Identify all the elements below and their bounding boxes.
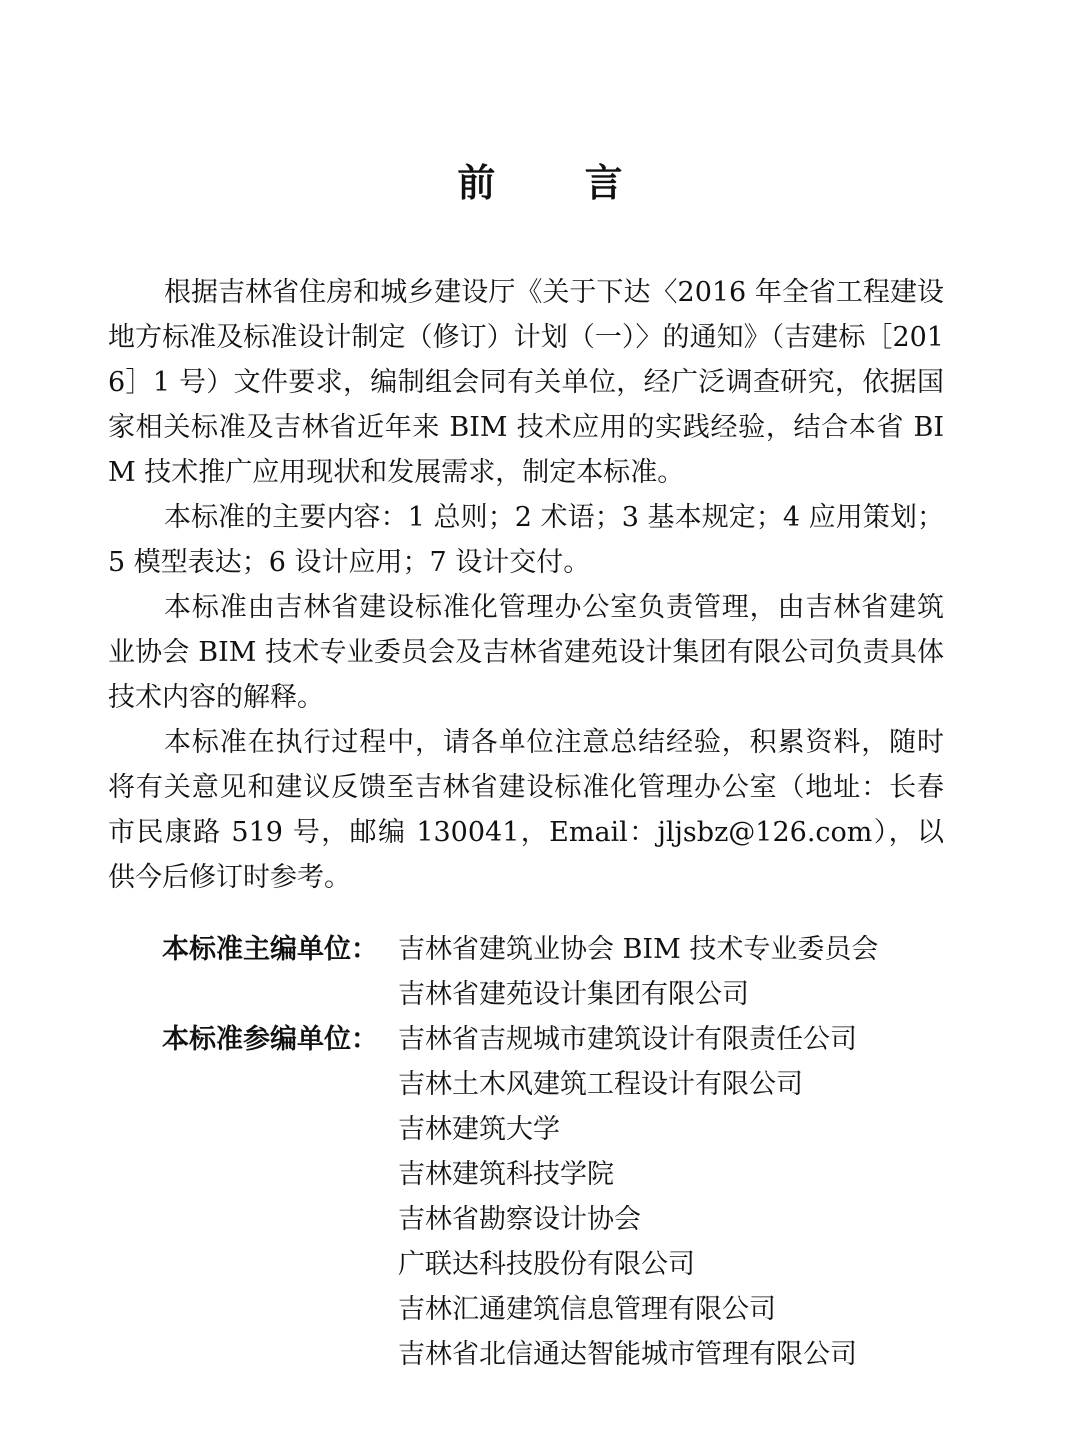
list-item: 吉林汇通建筑信息管理有限公司	[398, 1294, 776, 1325]
chief-editors-list	[398, 927, 992, 1017]
participating-editors-group	[162, 1017, 992, 1377]
list-item: 吉林建筑科技学院	[398, 1159, 614, 1190]
list-item: 吉林土木风建筑工程设计有限公司	[398, 1069, 803, 1100]
paragraph-basis: 根据吉林省住房和城乡建设厅《关于下达〈2016 年全省工程建设地方标准及标准设计制定（修订）计划（一）〉的通知》（吉建标［2016］1 号）文件要求，编制组会同有关单位，经广泛调查研究，依据国家相关标准及吉林省近年来 BIM 技术应用的实践经验，结合本省 BIM 技术推广应用现状和发展需求，制定本标准。	[108, 277, 944, 488]
list-item: 吉林省吉规城市建筑设计有限责任公司	[398, 1024, 857, 1055]
paragraph-feedback: 本标准在执行过程中，请各单位注意总结经验，积累资料，随时将有关意见和建议反馈至吉林省建设标准化管理办公室（地址：长春市民康路 519 号，邮编 130041，Email：jljsbz@126.com），以供今后修订时参考。	[108, 727, 944, 893]
list-item: 吉林省建苑设计集团有限公司	[398, 979, 749, 1010]
participating-editors-list	[398, 1017, 992, 1377]
page-title: 前 言	[457, 160, 661, 205]
list-item: 吉林省北信通达智能城市管理有限公司	[398, 1339, 857, 1370]
list-item: 吉林省建筑业协会 BIM 技术专业委员会	[398, 934, 879, 965]
participating-editors-label: 本标准参编单位：	[162, 1024, 378, 1055]
paragraph-contents: 本标准的主要内容：1 总则；2 术语；3 基本规定；4 应用策划；5 模型表达；6 设计应用；7 设计交付。	[108, 502, 944, 578]
preface-body	[108, 270, 944, 900]
chief-editors-group	[162, 927, 992, 1017]
paragraph-management: 本标准由吉林省建设标准化管理办公室负责管理，由吉林省建筑业协会 BIM 技术专业委员会及吉林省建苑设计集团有限公司负责具体技术内容的解释。	[108, 592, 944, 713]
list-item: 吉林省勘察设计协会	[398, 1204, 641, 1235]
list-item: 广联达科技股份有限公司	[398, 1249, 695, 1280]
chief-editors-label: 本标准主编单位：	[162, 934, 378, 965]
editor-credits	[162, 927, 992, 1377]
list-item: 吉林建筑大学	[398, 1114, 560, 1145]
